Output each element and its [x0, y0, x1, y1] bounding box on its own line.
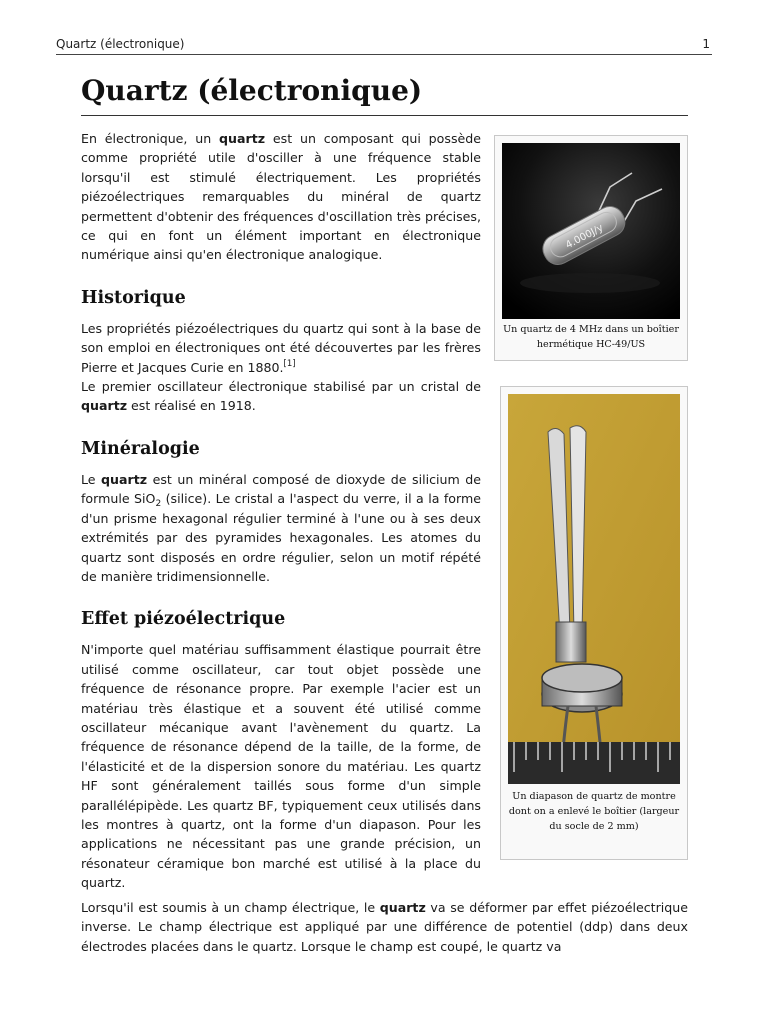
mineralogie-paragraph: Le quartz est un minéral composé de dioxyde de silicium de formule SiO$_2$ (silice). Le cristal a l'aspect du verre, il a la forme d'un prisme hexagonal régulier terminé à l'une ou à ses deux extrémités par des pyramides hexagonales. Les atomes du quartz sont disposés en ordre régulier, selon un motif répété de manière tridimensionnelle.: [81, 471, 482, 584]
effet-paragraph: N'importe quel matériau suffisamment élastique pourrait être utilisé comme oscillateur, car tout objet possède une fréquence de résonance propre. Par exemple l'acier est un matériau très élastique et a souvent été utilisé comme oscillateur mécanique avant l'avènement du quartz. La fréquence de résonance dépend de la taille, de la forme, de l'élasticité et de la dispersion sonore du matériau. Les quartz HF sont généralement taillés sous forme d'un simple parallélépipède. Les quartz BF, typiquement ceux utilisés dans les montres à quartz, ont la forme d'un diapason. Pour les applications ne nécessitant pas une grande précision, un résonateur céramique bon marché est utilisé à la place du quartz.: [81, 642, 481, 891]
effet-paragraph-2: Lorsqu'il est soumis à un champ électrique, le quartz va se déformer par effet piézoélectrique inverse. Le champ électrique est appliqué par une différence de potentiel (ddp) dans deux électrodes placées dans le quartz. Lorsque le champ est coupé, le quartz va: [81, 900, 688, 954]
intro-paragraph: En électronique, un quartz est un composant qui possède comme propriété utile d'osciller à une fréquence stable lorsqu'il est stimulé électriquement. Les propriétés piézoélectriques remarquables du minéral de quartz permettent d'obtenir des fréquences d'oscillation très précises, ce qui en font un élément important en électronique numérique ainsi qu'en électronique analogique.: [81, 131, 481, 263]
figure-tuning-fork: [500, 386, 688, 860]
heading-effet-piezoelectrique: Effet piézoélectrique: [81, 609, 286, 630]
running-header: [56, 36, 712, 55]
crystal-marking: 4.000J/y: [563, 222, 606, 252]
heading-mineralogie: Minéralogie: [81, 438, 200, 459]
article-title: Quartz (électronique): [81, 74, 688, 116]
running-title: Quartz (électronique): [56, 37, 185, 51]
figure-1-caption: Un quartz de 4 MHz dans un boîtier hermétique HC-49/US: [503, 324, 679, 350]
reference-link[interactable]: [1]: [283, 358, 296, 369]
heading-historique: Historique: [81, 287, 186, 308]
page-number: 1: [702, 37, 710, 51]
historique-paragraph: Les propriétés piézoélectriques du quartz qui sont à la base de son emploi en électroniques ont été découvertes par les frères Pierre et Jacques Curie en 1880.[1] Le premier oscillateur électronique stabilisé par un cristal de quartz est réalisé en 1918.: [81, 320, 481, 414]
quartz-crystal-image: [502, 143, 680, 319]
tuning-fork-image: [508, 394, 680, 784]
figure-2-caption: Un diapason de quartz de montre dont on a enlevé le boîtier (largeur du socle de 2 mm): [508, 791, 680, 832]
main-column: [81, 129, 481, 893]
figure-quartz-crystal: [494, 135, 688, 361]
